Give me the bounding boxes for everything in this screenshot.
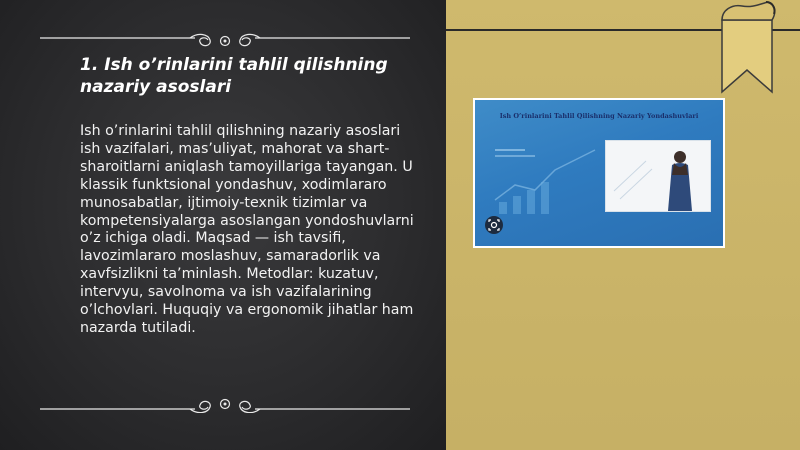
ornament-bottom-divider (40, 393, 410, 413)
thumbnail-chart-graphic (485, 130, 605, 220)
person-at-whiteboard-icon (606, 141, 710, 211)
ornament-top-divider (40, 32, 410, 52)
visual-search-icon[interactable] (485, 216, 503, 234)
thumbnail-photo (605, 140, 711, 212)
bookmark-ribbon-icon (718, 0, 776, 96)
slide-title: 1. Ish o’rinlarini tahlil qilishning nazariy asoslari (80, 55, 388, 97)
thumbnail-title: Ish O’rinlarini Tahlil Qilishning Nazariy Yondashuvlari (499, 112, 699, 120)
slide-thumbnail[interactable] (473, 98, 725, 248)
slide-body-text: Ish o’rinlarini tahlil qilishning nazariy asoslari ish vazifalari, mas’uliyat, mahorat va shart-sharoitlarni aniqlash tamoyillariga tayangan. U klassik funktsional yondashuv, xodimlararo munosabatlar, ijtimoiy-texnik tizimlar va kompetensiyalarga asoslangan yondoshuvlarni o’z ichiga oladi. Maqsad — ish tavsifi, lavozimlararo moslashuv, samaradorlik va xavfsizlikni ta’minlash. Metodlar: kuzatuv, intervyu, savolnoma va ish vazifalarining o’lchovlari. Huquqiy va ergonomik jihatlar ham nazarda tutiladi. (80, 123, 414, 336)
